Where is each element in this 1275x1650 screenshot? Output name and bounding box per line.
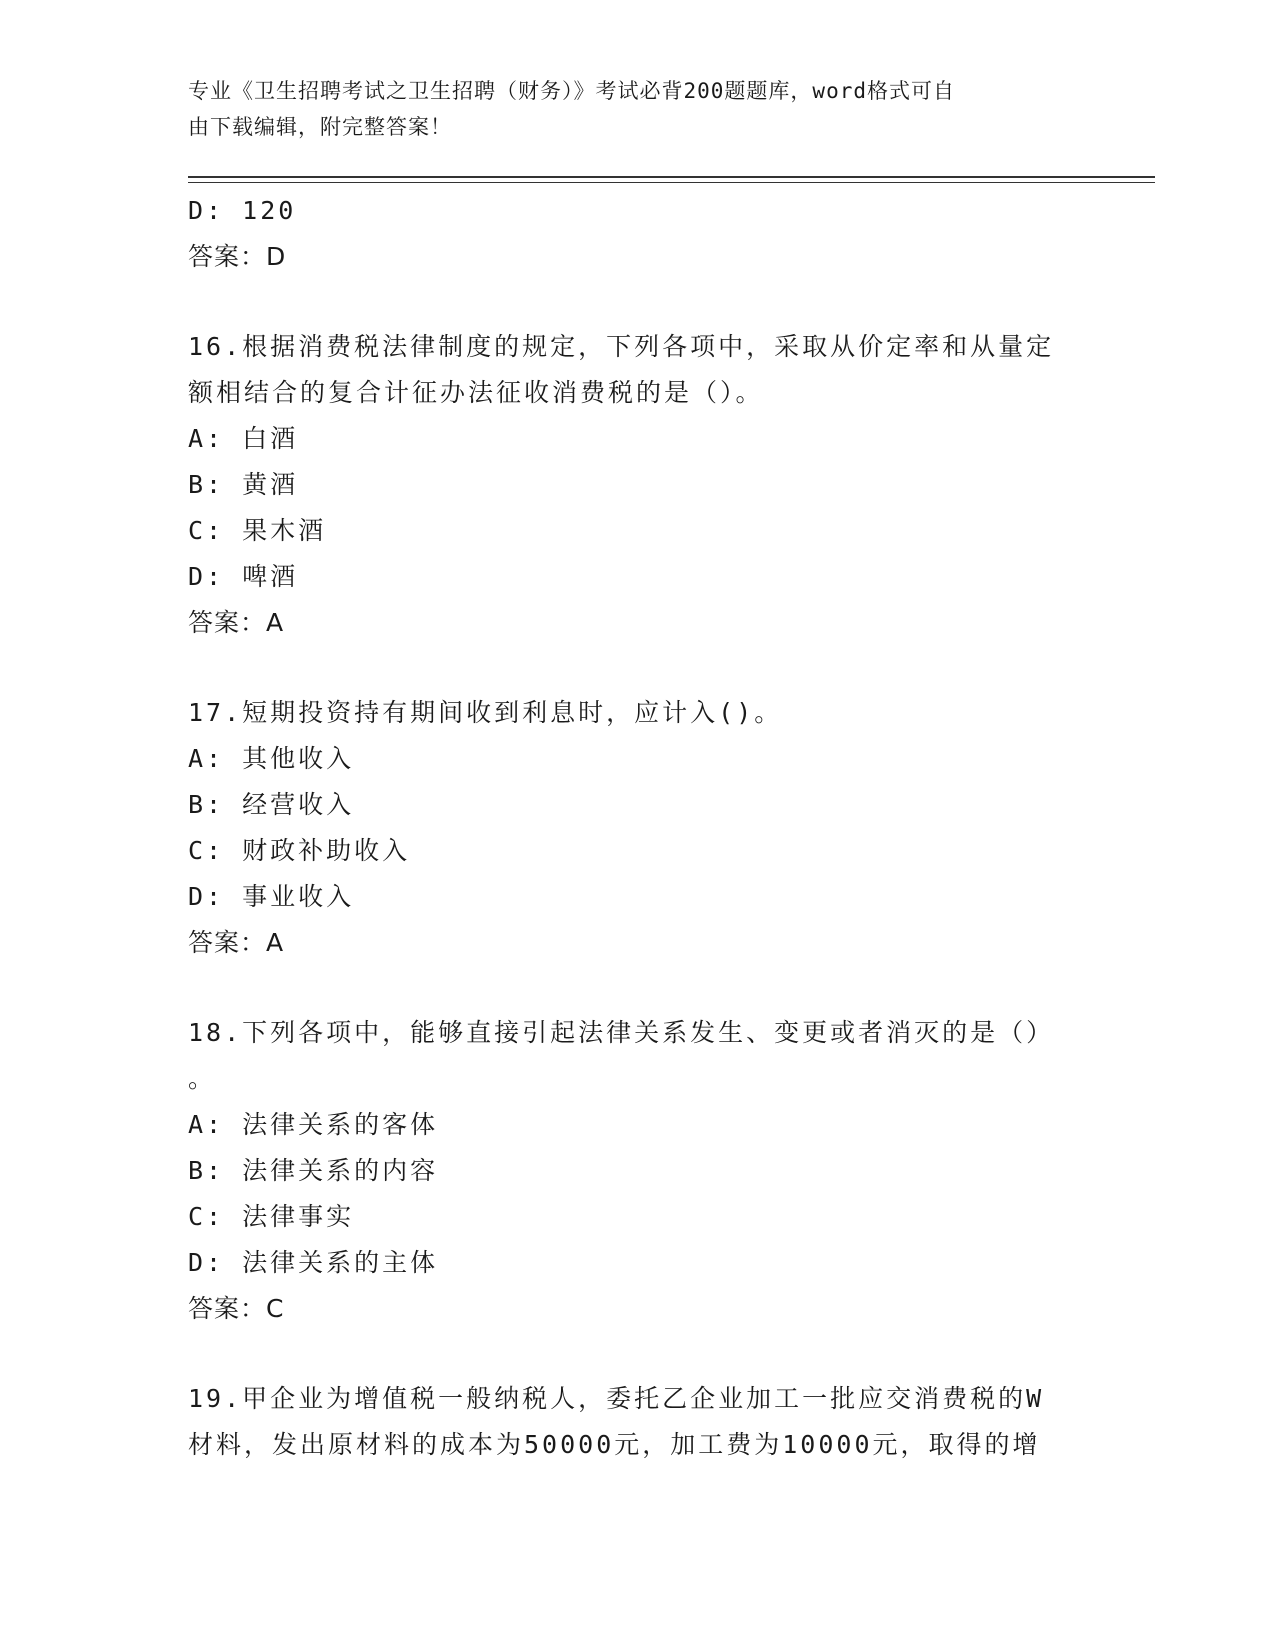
question-17 <box>188 690 1088 966</box>
header-divider-thick <box>188 176 1155 178</box>
question-stem-line: 17.短期投资持有期间收到利息时，应计入()。 <box>188 698 783 727</box>
option-b: B: 经营收入 <box>188 790 355 819</box>
option-a: A: 其他收入 <box>188 744 355 773</box>
question-stem-line: 19.甲企业为增值税一般纳税人，委托乙企业加工一批应交消费税的W <box>188 1384 1045 1413</box>
option-c: C: 果木酒 <box>188 516 327 545</box>
previous-answer: 答案：D <box>188 242 287 271</box>
option-a: A: 白酒 <box>188 424 299 453</box>
option-c: C: 财政补助收入 <box>188 836 411 865</box>
header-divider-thin <box>188 182 1155 183</box>
previous-option-d: D: 120 <box>188 196 297 225</box>
header-line-1: 专业《卫生招聘考试之卫生招聘（财务）》考试必背200题题库，word格式可自 <box>188 79 955 103</box>
option-d: D: 事业收入 <box>188 882 355 911</box>
document-header <box>188 73 1068 145</box>
question-stem-line: 材料，发出原材料的成本为50000元，加工费为10000元，取得的增 <box>188 1430 1041 1459</box>
question-stem-line: 18.下列各项中，能够直接引起法律关系发生、变更或者消灭的是（） <box>188 1018 1055 1047</box>
header-line-2: 由下载编辑，附完整答案！ <box>188 115 452 139</box>
option-b: B: 法律关系的内容 <box>188 1156 439 1185</box>
option-c: C: 法律事实 <box>188 1202 355 1231</box>
answer: 答案：A <box>188 928 285 957</box>
question-16 <box>188 324 1088 646</box>
option-d: D: 啤酒 <box>188 562 299 591</box>
answer: 答案：A <box>188 608 285 637</box>
document-body <box>188 188 1088 1468</box>
question-stem-line: 额相结合的复合计征办法征收消费税的是（）。 <box>188 378 764 407</box>
question-18 <box>188 1010 1088 1332</box>
answer: 答案：C <box>188 1294 285 1323</box>
option-d: D: 法律关系的主体 <box>188 1248 439 1277</box>
option-a: A: 法律关系的客体 <box>188 1110 439 1139</box>
option-b: B: 黄酒 <box>188 470 299 499</box>
question-stem-line: 16.根据消费税法律制度的规定，下列各项中，采取从价定率和从量定 <box>188 332 1055 361</box>
question-stem-line: 。 <box>188 1064 217 1093</box>
question-19 <box>188 1376 1088 1468</box>
